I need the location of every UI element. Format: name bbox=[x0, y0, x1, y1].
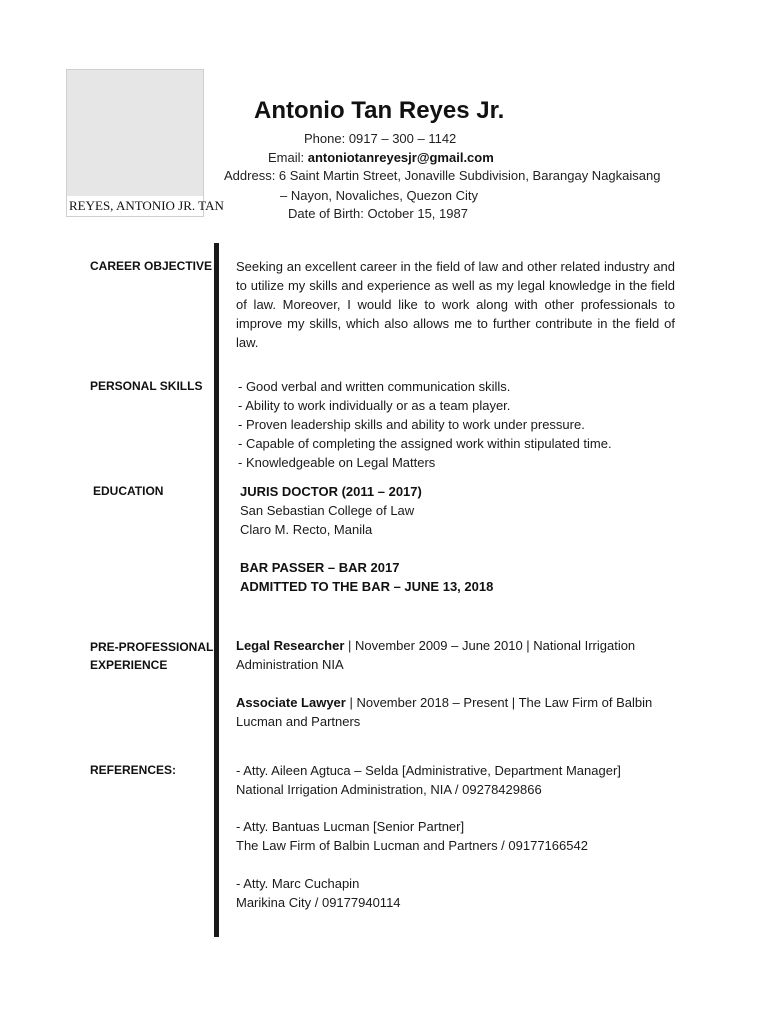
address-line-2: – Nayon, Novaliches, Quezon City bbox=[280, 188, 478, 203]
degree: JURIS DOCTOR (2011 – 2017) bbox=[240, 484, 422, 499]
personal-skills-list bbox=[238, 377, 678, 472]
photo-caption: REYES, ANTONIO JR. TAN bbox=[67, 196, 203, 216]
reference-name: - Atty. Marc Cuchapin bbox=[236, 876, 360, 891]
job-entry bbox=[236, 636, 676, 674]
skill-item: - Capable of completing the assigned work within stipulated time. bbox=[238, 436, 612, 451]
bar-admission: ADMITTED TO THE BAR – JUNE 13, 2018 bbox=[240, 579, 494, 594]
applicant-name: Antonio Tan Reyes Jr. bbox=[254, 97, 505, 124]
reference-name: - Atty. Bantuas Lucman [Senior Partner] bbox=[236, 819, 465, 834]
skill-item: - Proven leadership skills and ability to work under pressure. bbox=[238, 417, 585, 432]
reference-contact: National Irrigation Administration, NIA / 09278429866 bbox=[236, 782, 542, 797]
address-line-1: Address: 6 Saint Martin Street, Jonaville Subdivision, Barangay Nagkaisang bbox=[224, 168, 661, 183]
job-details: | November 2018 – Present | The Law Firm of Balbin bbox=[345, 695, 653, 710]
job-title: Legal Researcher bbox=[236, 638, 345, 653]
experience-label-line-2: EXPERIENCE bbox=[90, 658, 168, 672]
email-label: Email: bbox=[268, 150, 308, 165]
email bbox=[268, 150, 494, 166]
date-of-birth: Date of Birth: October 15, 1987 bbox=[288, 206, 468, 221]
spacer bbox=[240, 539, 680, 558]
reference-entry bbox=[236, 874, 676, 912]
reference-contact: Marikina City / 09177940114 bbox=[236, 895, 401, 910]
skill-item: - Good verbal and written communication skills. bbox=[238, 379, 511, 394]
job-entry bbox=[236, 693, 676, 731]
phone: Phone: 0917 – 300 – 1142 bbox=[304, 131, 457, 146]
career-objective-label: CAREER OBJECTIVE bbox=[90, 259, 213, 273]
section-divider bbox=[214, 243, 219, 937]
education-label: EDUCATION bbox=[93, 484, 164, 498]
personal-skills-label: PERSONAL SKILLS bbox=[90, 379, 203, 393]
school: San Sebastian College of Law bbox=[240, 503, 415, 518]
reference-name: - Atty. Aileen Agtuca – Selda [Administrative, Department Manager] bbox=[236, 763, 621, 778]
skill-item: - Knowledgeable on Legal Matters bbox=[238, 455, 436, 470]
reference-entry bbox=[236, 817, 676, 855]
reference-entry bbox=[236, 761, 676, 799]
email-value[interactable]: antoniotanreyesjr@gmail.com bbox=[307, 150, 494, 165]
experience-label bbox=[90, 638, 213, 674]
reference-contact: The Law Firm of Balbin Lucman and Partners / 09177166542 bbox=[236, 838, 588, 853]
job-details: | November 2009 – June 2010 | National Irrigation bbox=[344, 638, 636, 653]
career-objective-text: Seeking an excellent career in the field of law and other related industry and to utilize my skills and experience as well as my legal knowledge in the field of law. Moreover, I would like to work along with other professionals to improve my skills, which also allows me to further contribute in the field of law. bbox=[236, 259, 675, 350]
school-location: Claro M. Recto, Manila bbox=[240, 522, 373, 537]
job-title: Associate Lawyer bbox=[236, 695, 346, 710]
skill-item: - Ability to work individually or as a team player. bbox=[238, 398, 511, 413]
experience-label-line-1: PRE-PROFESSIONAL bbox=[90, 640, 214, 654]
education-details bbox=[240, 482, 680, 596]
references-label: REFERENCES: bbox=[90, 763, 177, 777]
job-details-line-2: Administration NIA bbox=[236, 657, 344, 672]
bar-passer: BAR PASSER – BAR 2017 bbox=[240, 560, 400, 575]
profile-photo bbox=[66, 69, 224, 217]
job-details-line-2: Lucman and Partners bbox=[236, 714, 361, 729]
